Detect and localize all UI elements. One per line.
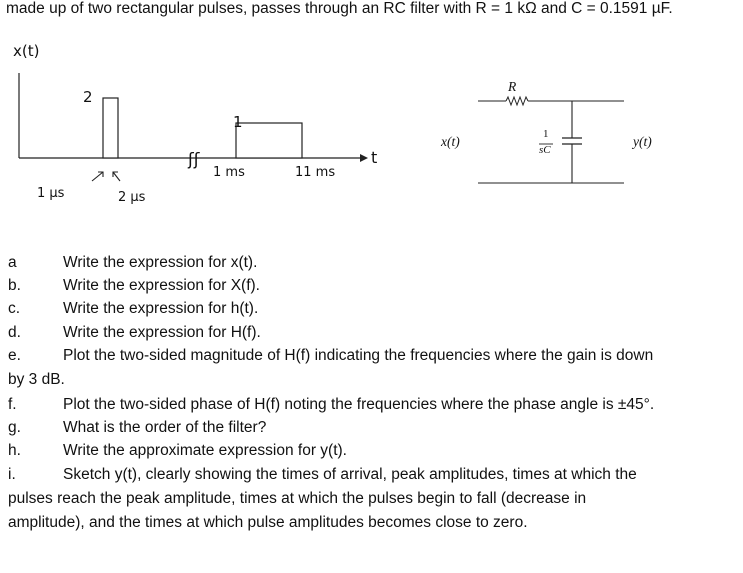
question-text: Sketch y(t), clearly showing the times of arrival, peak amplitudes, times at which the (63, 466, 637, 483)
resistor-label: R (508, 79, 517, 94)
question-text-continued: amplitude), and the times at which pulse amplitudes becomes close to zero. (8, 514, 528, 531)
pulse1-height-label: 2 (83, 88, 93, 106)
question-label: d. (8, 324, 21, 341)
question-label: e. (8, 347, 21, 364)
question-text: Write the expression for X(f). (63, 277, 260, 294)
question-label: i. (8, 466, 16, 483)
question-label: a (8, 254, 17, 271)
output-label: y(t) (633, 134, 652, 149)
question-text-continued: pulses reach the peak amplitude, times at which the pulses begin to fall (decrease in (8, 490, 587, 507)
intro-text: made up of two rectangular pulses, passes through an RC filter with R = 1 kΩ and C = 0.1591 µF. (6, 0, 673, 17)
y-axis-label: x(t) (13, 42, 40, 60)
label-2us: 2 µs (118, 190, 146, 205)
t-axis-label: t (371, 148, 378, 167)
question-text: Write the approximate expression for y(t). (63, 442, 347, 459)
question-label: g. (8, 419, 21, 436)
input-label: x(t) (441, 134, 460, 149)
impedance-numerator: 1 (543, 128, 549, 140)
time-break-mark: ʃʃ (188, 150, 200, 170)
pulse2-height-label: 1 (233, 113, 243, 131)
question-label: b. (8, 277, 21, 294)
question-text: What is the order of the filter? (63, 419, 267, 436)
impedance-denominator: sC (539, 144, 551, 156)
question-text: Write the expression for h(t). (63, 300, 259, 317)
label-11ms: 11 ms (295, 165, 336, 180)
label-1ms: 1 ms (213, 165, 245, 180)
question-label: h. (8, 442, 21, 459)
question-text: Plot the two-sided phase of H(f) noting the frequencies where the phase angle is ±45°. (63, 396, 655, 413)
question-text: Write the expression for x(t). (63, 254, 258, 271)
question-label: c. (8, 300, 21, 317)
question-label: f. (8, 396, 17, 413)
question-text: Plot the two-sided magnitude of H(f) indicating the frequencies where the gain is down (63, 347, 654, 364)
question-text-continued: by 3 dB. (8, 371, 65, 388)
label-1us: 1 µs (37, 186, 65, 201)
question-text: Write the expression for H(f). (63, 324, 261, 341)
resistor (506, 97, 528, 105)
